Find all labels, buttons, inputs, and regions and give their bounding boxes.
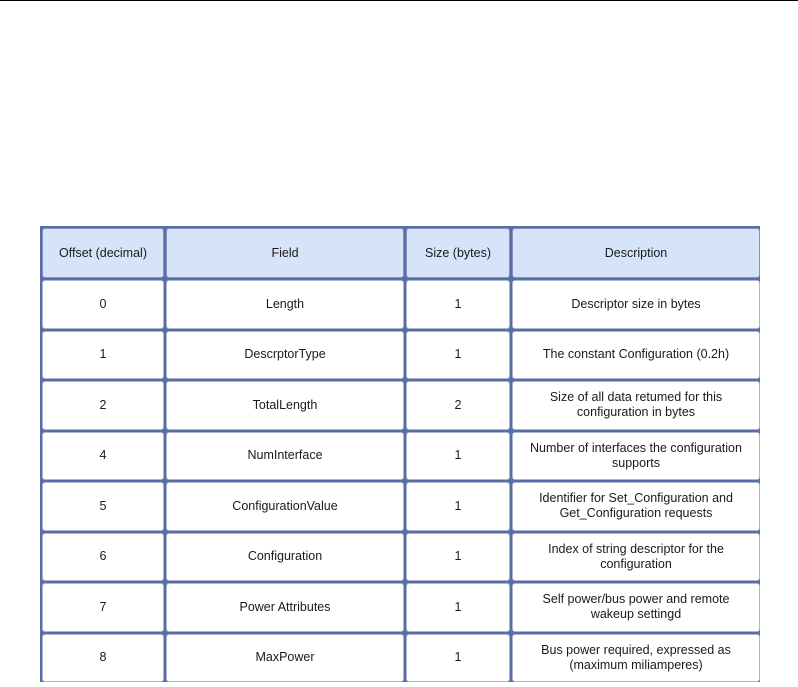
cell-size: 1 <box>406 432 510 481</box>
cell-field: Power Attributes <box>166 583 404 632</box>
cell-size: 1 <box>406 280 510 329</box>
cell-description: Self power/bus power and remote wakeup settingd <box>512 583 760 632</box>
top-rule <box>0 0 798 1</box>
cell-offset: 7 <box>42 583 164 632</box>
cell-offset: 4 <box>42 432 164 481</box>
cell-field: TotalLength <box>166 381 404 430</box>
cell-description: Size of all data retumed for this configuration in bytes <box>512 381 760 430</box>
cell-size: 2 <box>406 381 510 430</box>
cell-size: 1 <box>406 331 510 380</box>
cell-description: The constant Configuration (0.2h) <box>512 331 760 380</box>
cell-field: MaxPower <box>166 634 404 683</box>
cell-offset: 1 <box>42 331 164 380</box>
cell-field: NumInterface <box>166 432 404 481</box>
cell-description: Number of interfaces the configuration supports <box>512 432 760 481</box>
descriptor-table <box>40 226 760 682</box>
cell-description: Bus power required, expressed as (maximum miliamperes) <box>512 634 760 683</box>
header-offset: Offset (decimal) <box>42 228 164 278</box>
cell-description: Index of string descriptor for the configuration <box>512 533 760 582</box>
cell-offset: 5 <box>42 482 164 531</box>
cell-offset: 2 <box>42 381 164 430</box>
header-field: Field <box>166 228 404 278</box>
cell-description: Descriptor size in bytes <box>512 280 760 329</box>
header-size: Size (bytes) <box>406 228 510 278</box>
cell-size: 1 <box>406 533 510 582</box>
cell-size: 1 <box>406 482 510 531</box>
cell-field: DescrptorType <box>166 331 404 380</box>
cell-field: ConfigurationValue <box>166 482 404 531</box>
cell-field: Configuration <box>166 533 404 582</box>
cell-description: Identifier for Set_Configuration and Get_Configuration requests <box>512 482 760 531</box>
header-description: Description <box>512 228 760 278</box>
cell-offset: 0 <box>42 280 164 329</box>
cell-size: 1 <box>406 634 510 683</box>
cell-offset: 6 <box>42 533 164 582</box>
cell-offset: 8 <box>42 634 164 683</box>
cell-size: 1 <box>406 583 510 632</box>
cell-field: Length <box>166 280 404 329</box>
